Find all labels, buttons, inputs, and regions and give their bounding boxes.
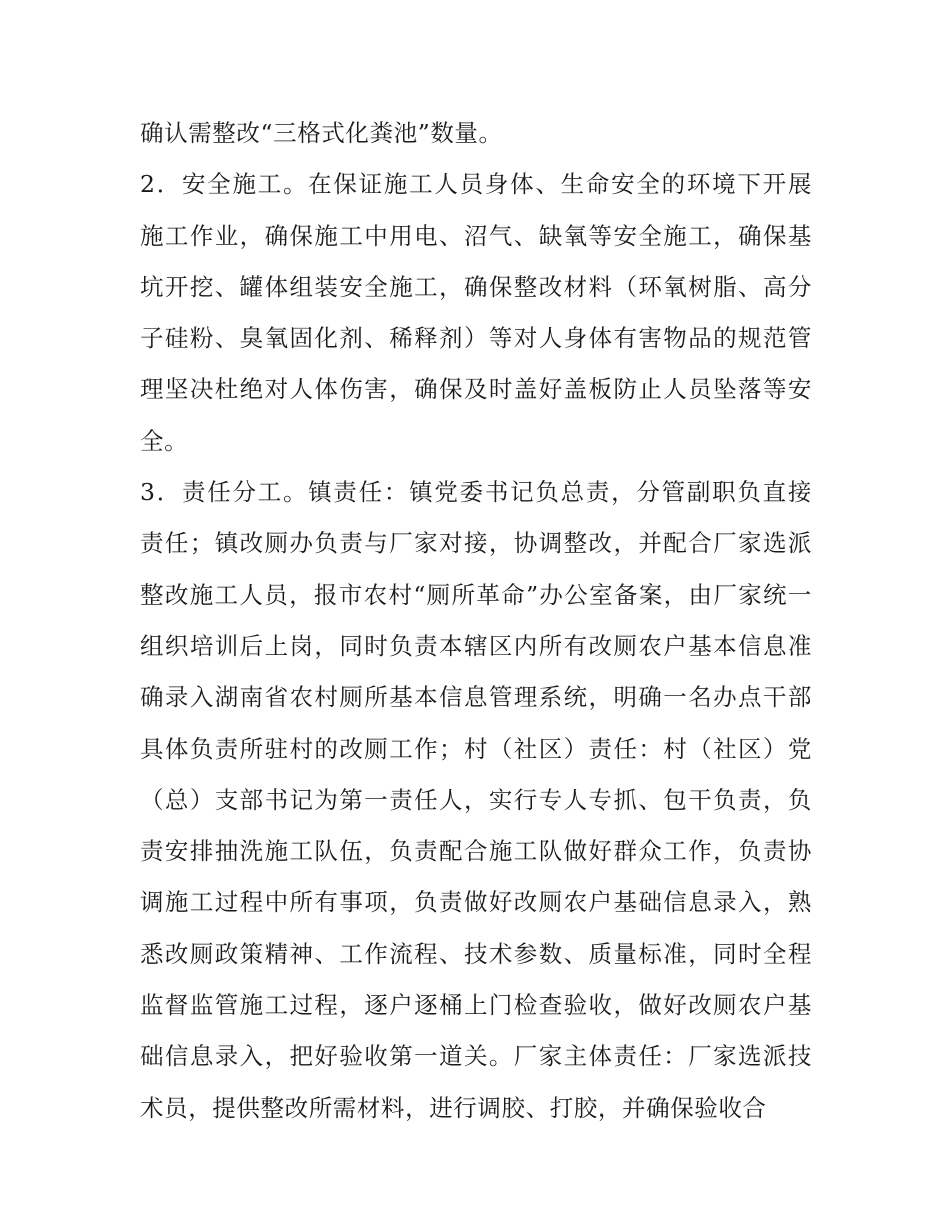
text-line: 2．安全施工。在保证施工人员身体、生命安全的环境下开展 bbox=[140, 170, 812, 199]
text-line: 础信息录入，把好验收第一道关。厂家主体责任：厂家选派技 bbox=[140, 1042, 812, 1071]
text-line: 悉改厕政策精神、工作流程、技术参数、质量标准，同时全程 bbox=[140, 939, 812, 968]
text-line: 术员，提供整改所需材料，进行调胶、打胶，并确保验收合 bbox=[140, 1093, 767, 1122]
text-line: （总）支部书记为第一责任人，实行专人专抓、包干负责，负 bbox=[140, 785, 812, 814]
text-line: 坑开挖、罐体组装安全施工，确保整改材料（环氧树脂、高分 bbox=[140, 272, 812, 301]
text-line: 确认需整改“三格式化粪池”数量。 bbox=[140, 119, 503, 147]
text-line: 子硅粉、臭氧固化剂、稀释剂）等对人身体有害物品的规范管 bbox=[140, 324, 812, 353]
text-line: 理坚决杜绝对人体伤害，确保及时盖好盖板防止人员坠落等安 bbox=[140, 375, 812, 404]
text-line: 监督监管施工过程，逐户逐桶上门检查验收，做好改厕农户基 bbox=[140, 991, 812, 1020]
text-line: 确录入湖南省农村厕所基本信息管理系统，明确一名办点干部 bbox=[140, 683, 812, 712]
text-line: 组织培训后上岗，同时负责本辖区内所有改厕农户基本信息准 bbox=[140, 631, 812, 660]
text-line: 责安排抽洗施工队伍，负责配合施工队做好群众工作，负责协 bbox=[140, 837, 812, 866]
document-body bbox=[140, 108, 812, 1134]
text-line: 整改施工人员，报市农村“厕所革命”办公室备案，由厂家统一 bbox=[140, 580, 812, 609]
text-line: 施工作业，确保施工中用电、沼气、缺氧等安全施工，确保基 bbox=[140, 221, 812, 250]
text-line: 具体负责所驻村的改厕工作；村（社区）责任：村（社区）党 bbox=[140, 734, 812, 763]
text-line: 3．责任分工。镇责任：镇党委书记负总责，分管副职负直接 bbox=[140, 478, 812, 507]
text-line: 全。 bbox=[140, 426, 189, 455]
text-line: 调施工过程中所有事项，负责做好改厕农户基础信息录入，熟 bbox=[140, 888, 812, 917]
text-line: 责任；镇改厕办负责与厂家对接，协调整改，并配合厂家选派 bbox=[140, 529, 812, 558]
